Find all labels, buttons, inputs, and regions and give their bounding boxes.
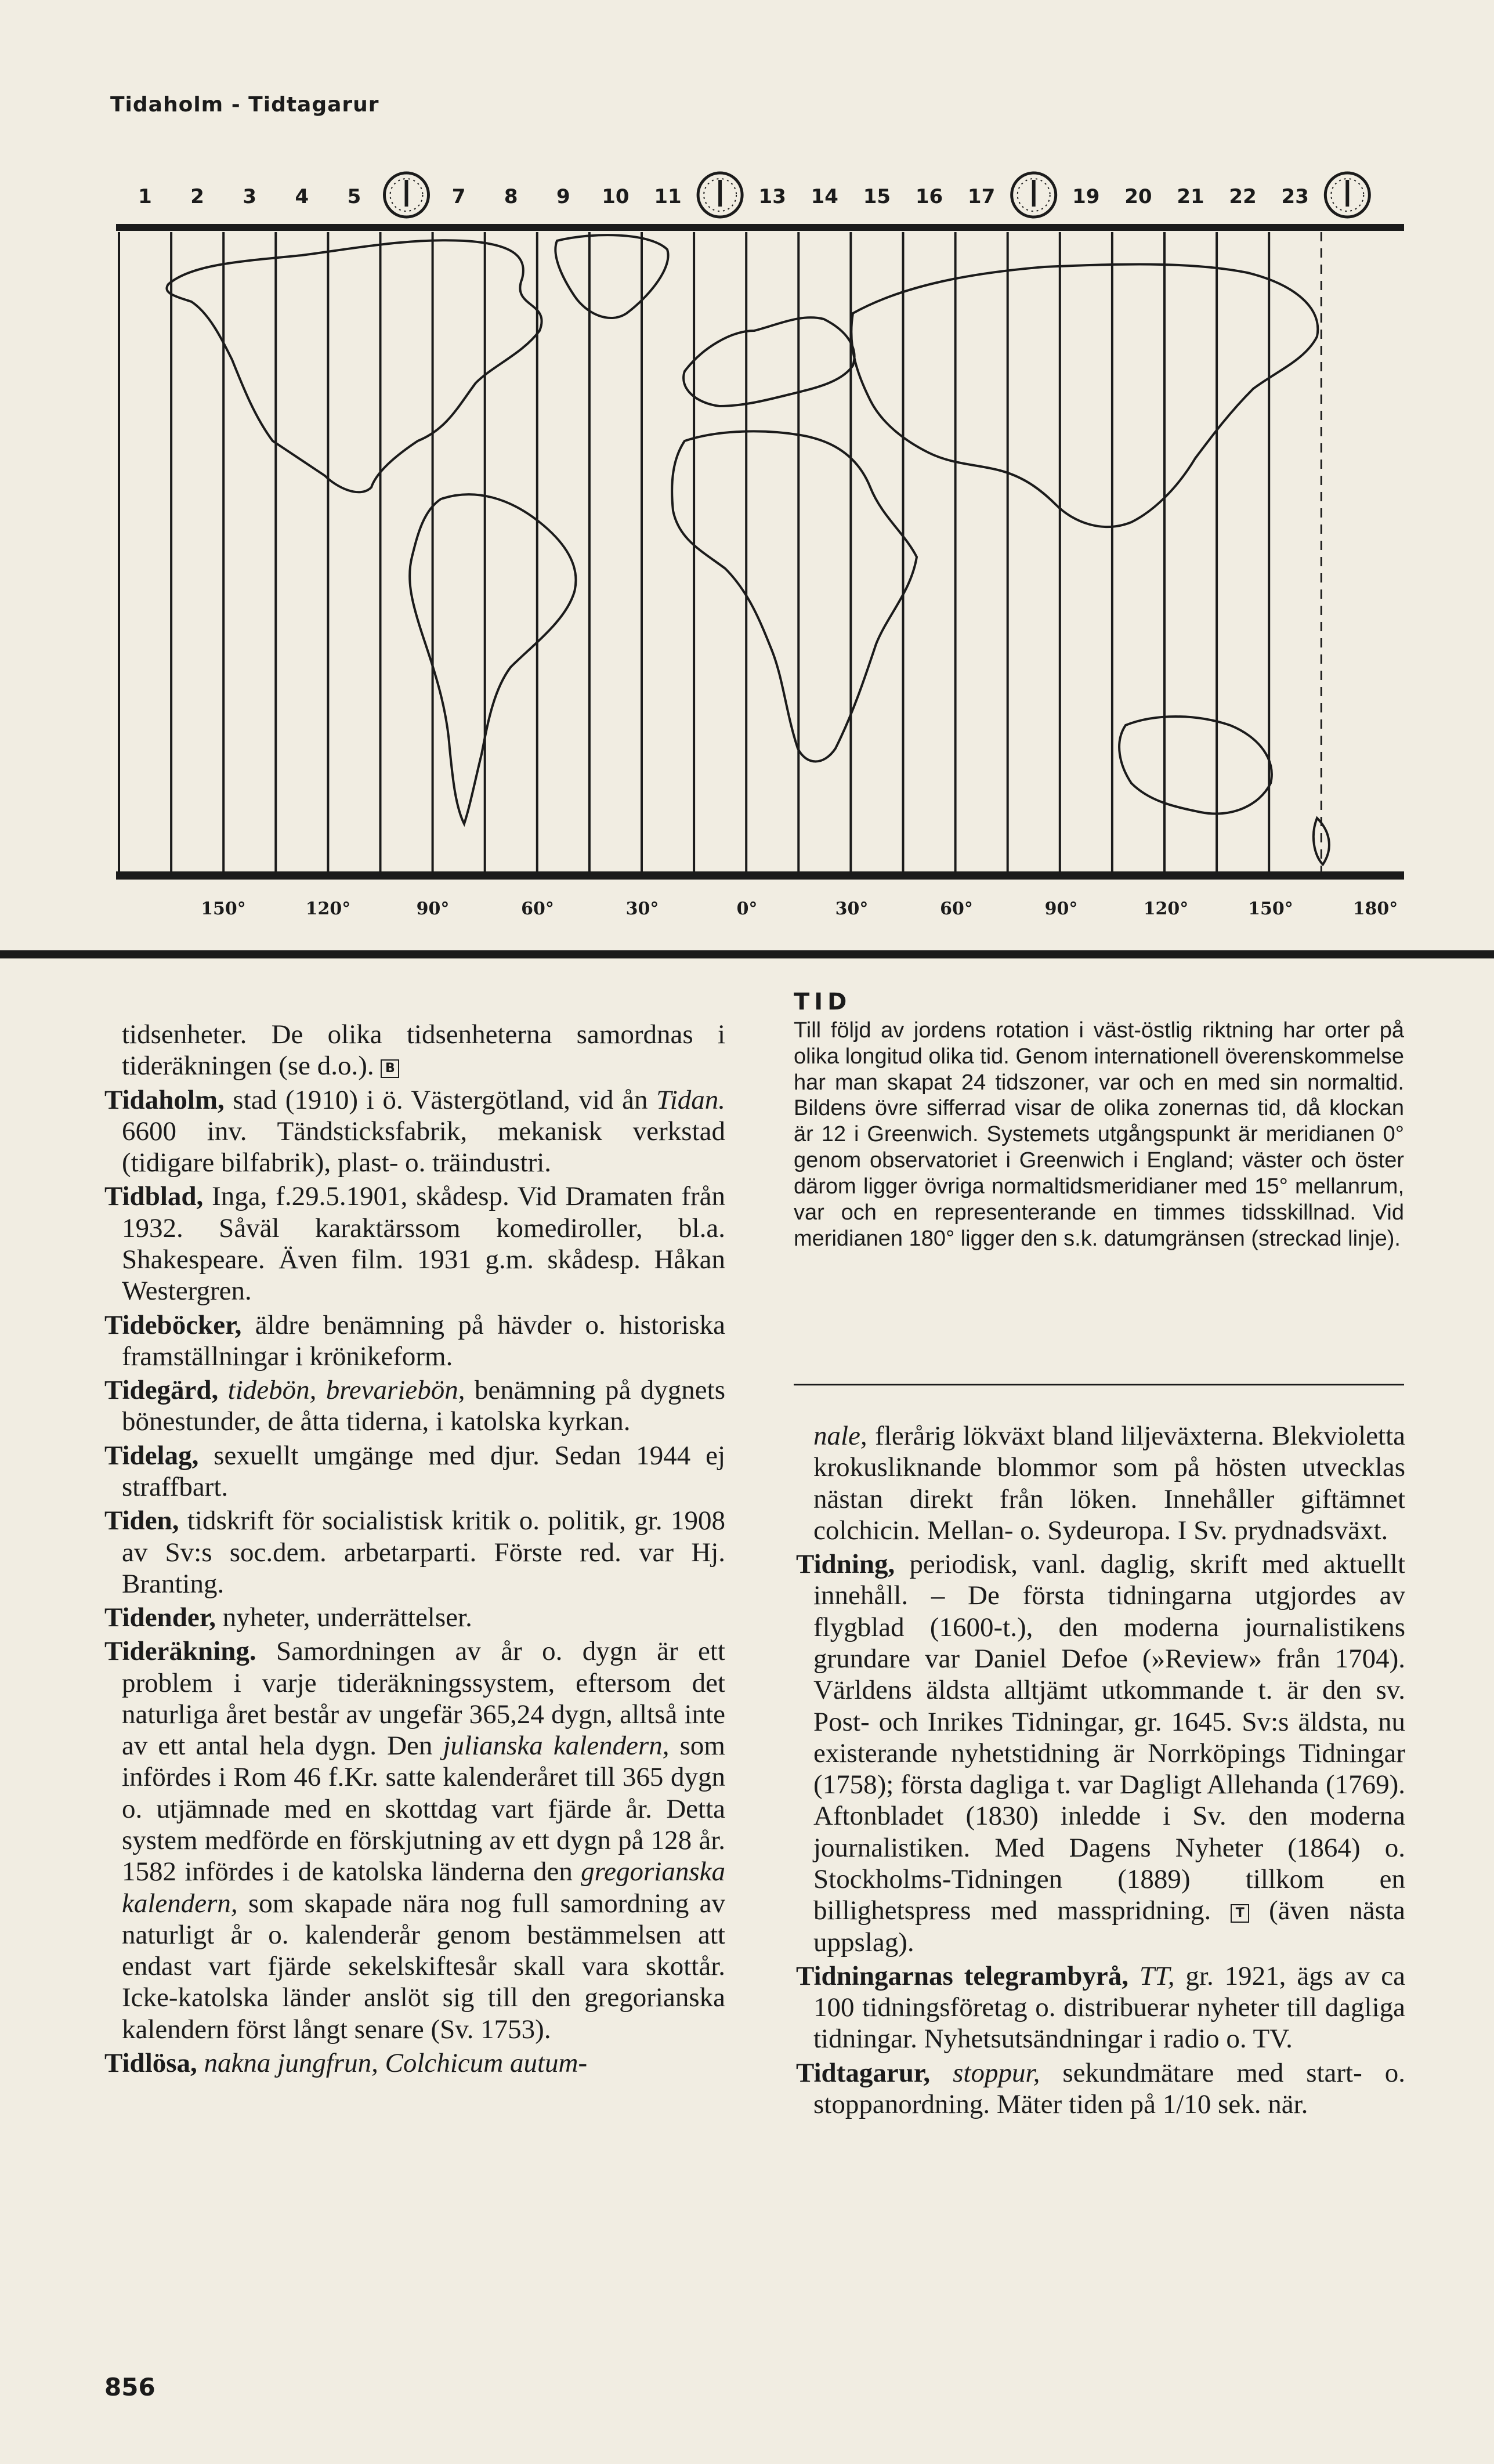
hour-number: 13 xyxy=(758,185,786,208)
entry-tt xyxy=(796,1960,1405,2055)
longitude-label: 90° xyxy=(1044,899,1078,919)
europe-outline xyxy=(683,317,854,406)
entry-body: Samordningen av år o. dygn är ett problem i varje tideräkningssystem, eftersom det naturliga året består av ungefär 365,24 dygn, alltså inte av ett antal hela dygn. Den xyxy=(122,1636,725,1761)
longitude-label: 30° xyxy=(625,899,659,919)
hour-number: 22 xyxy=(1229,185,1257,208)
caption-title: TID xyxy=(794,989,852,1015)
south-america-outline xyxy=(410,494,576,824)
hour-number: 10 xyxy=(602,185,630,208)
entry-body: 6600 inv. Tändsticksfabrik, mekanisk verkstad (tidigare bilfabrik), plast- o. träindustri. xyxy=(122,1116,725,1178)
headword: Tidtagarur, xyxy=(796,2057,931,2088)
running-head: Tidaholm - Tidtagarur xyxy=(110,93,379,117)
entry-body: (även nästa uppslag). xyxy=(813,1895,1405,1958)
entry-body: flerårig lökväxt bland liljeväxterna. Blekvioletta krokusliknande blommor som på hösten utvecklas nästan direkt från löken. Innehåller giftämnet colchicin. Mellan- o. Sydeuropa. I Sv. prydnadsväxt. xyxy=(813,1421,1406,1546)
entry-body: gr. 1921, ägs av ca 100 tidningsföretag o. distribuerar nyheter till dagliga tidningar. Nyhetsutsändningar i radio o. TV. xyxy=(813,1960,1405,2054)
map-bottom-bar xyxy=(116,871,1404,880)
left-entry-list xyxy=(104,1084,725,1634)
entry-body: som infördes i Rom 46 f.Kr. satte kalenderåret till 365 dygn o. utjämnade med en skottdag vart fjärde år. Detta system medförde en förskjutning av ett dygn på 128 år. 1582 infördes i de katolska länderna den xyxy=(122,1731,725,1887)
headword: Tidaholm, xyxy=(104,1084,225,1115)
table-reference-icon: T xyxy=(1231,1904,1249,1923)
entry-italic: Tidan. xyxy=(656,1084,726,1115)
headword: Tidblad, xyxy=(104,1181,204,1212)
hour-number: 11 xyxy=(654,185,682,208)
headword: Tiden, xyxy=(104,1506,179,1536)
longitude-label: 0° xyxy=(736,899,758,919)
entry-body: periodisk, vanl. daglig, skrift med aktuellt innehåll. – De första tidningarna utgjordes av flygblad (1600-t.), den moderna journalistikens grundare var Daniel Defoe (»Review» från 1704). Världens äldsta alltjämt utkommande t. är den sv. Post- och Inrikes Tidningar, gr. 1645. Sv:s äldsta, nu existerande nyhetstidning är Norrköpings Tidningar (1758); första dagliga t. var Dagligt Allehanda (1769). Aftonbladet (1830) inledde i Sv. den moderna journalistiken. Med Dagens Nyheter (1864) o. Stockholms-Tidningen (1889) tillkom en billighetspress med masspridning. xyxy=(813,1549,1405,1926)
longitude-label: 120° xyxy=(1143,899,1189,919)
dictionary-entry xyxy=(104,1374,725,1438)
hour-number: 3 xyxy=(243,185,257,208)
dictionary-entry xyxy=(104,1309,725,1373)
hour-number: 14 xyxy=(811,185,838,208)
caption-rule xyxy=(794,1384,1404,1385)
entry-body: stad (1910) i ö. Västergötland, vid ån xyxy=(233,1084,648,1115)
australia-outline xyxy=(1119,717,1272,814)
world-map-figure xyxy=(0,139,1494,963)
continent-outlines xyxy=(167,235,1329,864)
entry-italic: gregorianska kalendern, xyxy=(122,1857,726,1919)
hour-number: 19 xyxy=(1072,185,1100,208)
entry-body: benämning på dygnets bönestunder, de åtta tiderna, i katolska kyrkan. xyxy=(122,1375,725,1437)
dictionary-entry xyxy=(104,1084,725,1179)
hour-number: 5 xyxy=(347,185,361,208)
continuation-text xyxy=(104,1019,725,1082)
headword: Tidelag, xyxy=(104,1440,199,1471)
hour-number: 9 xyxy=(556,185,570,208)
dictionary-entry xyxy=(104,1181,725,1307)
greenland-outline xyxy=(555,235,668,318)
entry-body: nyheter, underrättelser. xyxy=(222,1602,472,1633)
hour-number: 8 xyxy=(504,185,518,208)
asia-outline xyxy=(851,265,1318,527)
entry-italic: tidebön, brevariebön, xyxy=(227,1375,465,1406)
longitude-label: 60° xyxy=(940,899,973,919)
longitude-label: 30° xyxy=(835,899,869,919)
entry-body: tidskrift för socialistisk kritik o. politik, gr. 1908 av Sv:s soc.dem. arbetarparti. Förste red. var Hj. Branting. xyxy=(122,1506,725,1599)
dictionary-entry xyxy=(104,1602,725,1633)
headword: Tidning, xyxy=(796,1549,895,1580)
dictionary-entry xyxy=(104,1440,725,1503)
entry-italic: TT, xyxy=(1139,1960,1175,1991)
illustration-reference-icon: B xyxy=(381,1059,399,1078)
hour-number: 7 xyxy=(451,185,466,208)
longitude-label: 60° xyxy=(521,899,554,919)
headword: Tidender, xyxy=(104,1602,216,1633)
entry-italic: nakna jungfrun, Colchicum autum- xyxy=(204,2048,588,2078)
headword: Tideräkning. xyxy=(104,1636,256,1667)
dictionary-entry xyxy=(104,1505,725,1600)
headword: Tidningarnas telegrambyrå, xyxy=(796,1960,1128,1991)
headword: Tidlösa, xyxy=(104,2048,197,2078)
right-column xyxy=(796,1420,1405,2122)
hour-number: 23 xyxy=(1281,185,1309,208)
caption-text: Till följd av jordens rotation i väst-östlig riktning har orter på olika longitud olika tid. Genom internationell överenskommelse har man skapat 24 tidszoner, var och en med sin normaltid. Bildens övre sifferrad visar de olika zonernas tid, då klockan är 12 i Greenwich. Systemets utgångspunkt är meridianen 0° genom observatoriet i Greenwich i England; väster och öster därom ligger övriga normaltidsmeridianer med 15° mellanrum, var och en representerande en timmes tidsskillnad. Vid meridianen 180° ligger den s.k. datumgränsen (streckad linje). xyxy=(794,1018,1404,1251)
longitude-label: 120° xyxy=(305,899,351,919)
hour-number: 15 xyxy=(863,185,891,208)
longitude-label: 150° xyxy=(1248,899,1293,919)
hour-number: 1 xyxy=(138,185,152,208)
entry-italic: nale, xyxy=(813,1421,867,1451)
entry-body: äldre benämning på hävder o. historiska framställningar i krönikeform. xyxy=(122,1309,725,1372)
continuation-body: tidsenheter. De olika tidsenheterna samordnas i tideräkningen (se d.o.). xyxy=(122,1019,725,1081)
longitude-label: 90° xyxy=(416,899,450,919)
hour-number: 2 xyxy=(190,185,204,208)
time-zone-map xyxy=(0,139,1494,963)
longitude-label: 180° xyxy=(1352,899,1398,919)
hour-number: 20 xyxy=(1124,185,1152,208)
entry-tidtagarur xyxy=(796,2057,1405,2121)
longitude-label: 150° xyxy=(201,899,246,919)
hour-number: 17 xyxy=(967,185,996,208)
headword: Tidegärd, xyxy=(104,1375,219,1406)
entry-tidning xyxy=(796,1548,1405,1958)
hour-number: 16 xyxy=(915,185,943,208)
map-top-bar xyxy=(116,224,1404,231)
figure-separator-rule xyxy=(0,950,1494,958)
entry-body: sexuellt umgänge med djur. Sedan 1944 ej straffbart. xyxy=(122,1440,726,1502)
headword: Tideböcker, xyxy=(104,1309,242,1340)
entry-italic: julianska kalendern, xyxy=(443,1731,670,1761)
hour-number: 4 xyxy=(295,185,309,208)
entry-tidlosa xyxy=(104,2047,725,2079)
hour-number: 21 xyxy=(1177,185,1204,208)
left-column xyxy=(104,1019,725,2081)
entry-body: som skapade nära nog full samordning av naturligt år o. kalenderår genom bestämmelsen att endast vart fjärde sekelskiftesår skall vara skottår. Icke-katolska länder anslöt sig till den gregorianska kalendern först långt senare (Sv. 1753). xyxy=(122,1888,725,2045)
entry-italic: stoppur, xyxy=(953,2057,1040,2088)
entry-tiderakning xyxy=(104,1636,725,2045)
entry-body: Inga, f.29.5.1901, skådesp. Vid Dramaten från 1932. Såväl karaktärssom komediroller, bl.a. Shakespeare. Även film. 1931 g.m. skådesp. Håkan Westergren. xyxy=(122,1181,726,1307)
entry-body: sekundmätare med start- o. stoppanordning. Mäter tiden på 1/10 sek. när. xyxy=(813,2057,1405,2119)
page-number: 856 xyxy=(104,2373,155,2401)
continuation-tidlosa xyxy=(796,1420,1405,1546)
africa-outline xyxy=(672,431,917,761)
